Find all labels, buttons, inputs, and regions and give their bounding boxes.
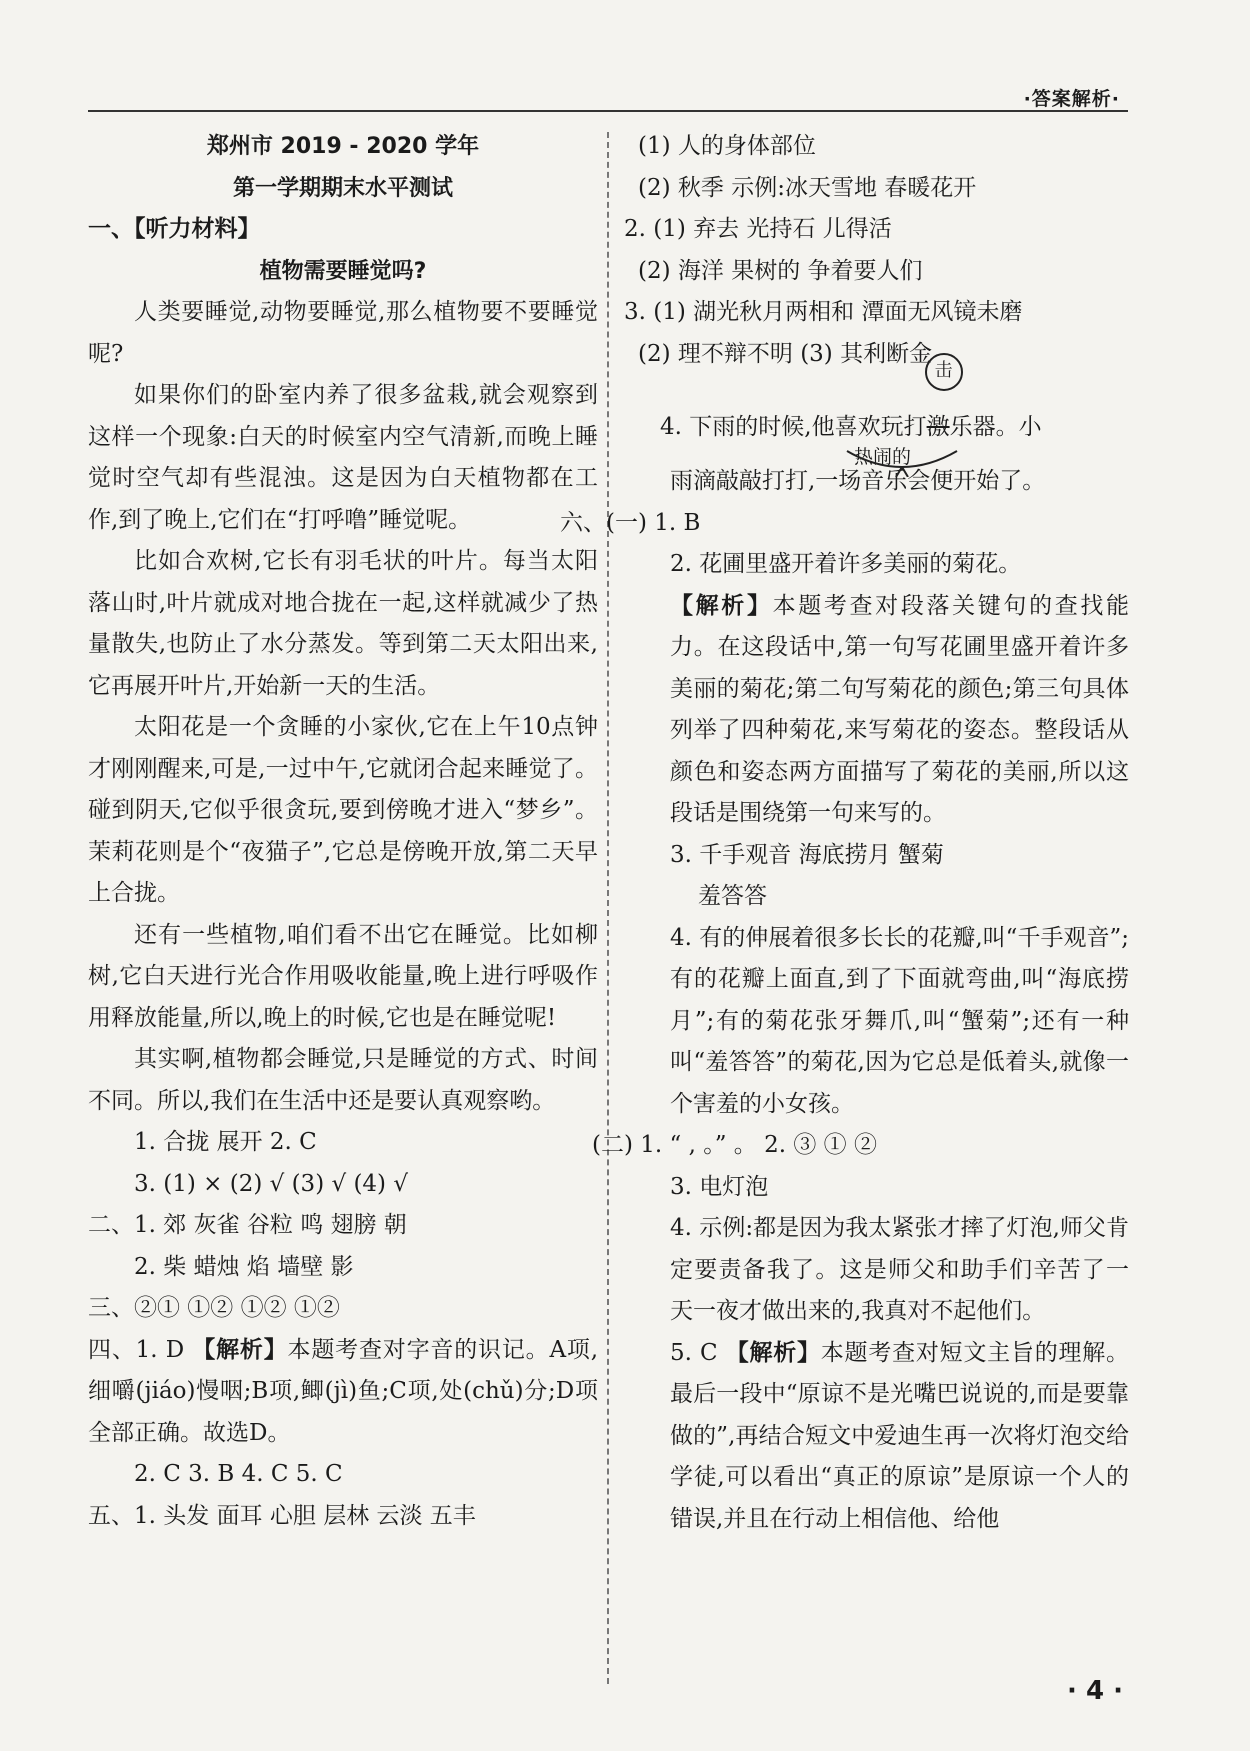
section-1-heading xyxy=(88,209,598,251)
answer-line: (2) 秋季 示例:冰天雪地 春暖花开 xyxy=(638,174,977,201)
story-paragraph-3: 比如合欢树,它长有羽毛状的叶片。每当太阳落山时,叶片就成对地合拢在一起,这样就减少了热量散失,也防止了水分蒸发。等到第二天太阳出来,它再展开叶片,开始新一天的生活。 xyxy=(88,548,598,699)
section-6-q2-analysis xyxy=(624,586,1129,835)
part-2-q3: 3. 电灯泡 xyxy=(670,1173,769,1200)
q4-text-a: 4. 下雨的时候,他喜欢玩打 xyxy=(660,414,927,440)
answer-line: 3. (1) × (2) √ (3) √ (4) √ xyxy=(134,1170,408,1197)
section-4-q1-answer: 四、1. D xyxy=(88,1336,193,1363)
answer-analysis-header: ·答案解析· xyxy=(1023,88,1120,110)
story-paragraph-4: 太阳花是一个贪睡的小家伙,它在上午10点钟才刚刚醒来,可是,一过中午,它就闭合起来睡觉了。碰到阴天,它似乎很贪玩,要到傍晚才进入“梦乡”。茉莉花则是个“夜猫子”,它总是傍晚开放,第二天早上合拢。 xyxy=(88,714,598,906)
answer-line: (2) 理不辩不明 (3) 其利断金 xyxy=(638,340,933,367)
section-6-q3: 3. 千手观音 海底捞月 蟹菊 xyxy=(670,841,944,868)
page-number: · 4 · xyxy=(1067,1676,1123,1706)
answer-line: (1) 人的身体部位 xyxy=(638,133,816,159)
right-column xyxy=(560,126,1130,1540)
part-2-q5 xyxy=(624,1333,1129,1541)
q4-struck-char: 激 xyxy=(926,414,950,440)
section-1-label: 一、 xyxy=(88,216,134,242)
section-6-q2-analysis-text: 本题考查对段落关键句的查找能力。在这段话中,第一句写花圃里盛开着许多美丽的菊花;第二句写菊花的颜色;第三句具体列举了四种菊花,来写菊花的姿态。整段话从颜色和姿态两方面描写了菊花的美丽,所以这段话是围绕第一句来写的。 xyxy=(670,592,1130,826)
part-2-q4: 4. 示例:都是因为我太紧张才摔了灯泡,师父肯定要责备我了。这是师父和助手们辛苦了一天一夜才做出来的,我真对不起他们。 xyxy=(670,1215,1129,1324)
left-column xyxy=(88,126,598,1537)
section-5-line-1: 五、1. 头发 面耳 心胆 层林 云淡 五丰 xyxy=(88,1502,476,1529)
story-paragraph-6: 其实啊,植物都会睡觉,只是睡觉的方式、时间不同。所以,我们在生活中还是要认真观察哟。 xyxy=(88,1046,598,1114)
section-4-q1 xyxy=(88,1330,598,1455)
exam-subtitle: 第一学期期末水平测试 xyxy=(232,175,453,201)
listening-material-tag: 【听力材料】 xyxy=(134,216,261,242)
answer-line: (2) 海洋 果树的 争着要人们 xyxy=(638,257,923,284)
part-2-q1: (二) 1. “ , 。” 。 2. ③ ① ② xyxy=(592,1132,877,1158)
section-6-q3-cont: 羞答答 xyxy=(698,883,767,909)
insertion-caret-icon xyxy=(842,447,962,477)
section-4-q1-analysis: 本题考查对字音的识记。A项,细嚼(jiáo)慢咽;B项,鲫(jì)鱼;C项,处(chǔ)分;D项全部正确。故选D。 xyxy=(88,1336,598,1446)
analysis-tag: 【解析】 xyxy=(670,592,773,619)
q4-insert-text: 热闹的 xyxy=(854,446,912,468)
story-paragraph-5: 还有一些植物,咱们看不出它在睡觉。比如柳树,它白天进行光合作用吸收能量,晚上进行呼吸作用释放能量,所以,晚上的时候,它也是在睡觉呢! xyxy=(88,921,598,1031)
part-2-q5-answer: 5. C xyxy=(670,1339,726,1366)
story-paragraph-1: 人类要睡觉,动物要睡觉,那么植物要不要睡觉呢? xyxy=(88,299,598,367)
section-3-line: 三、②① ①② ①② ①② xyxy=(88,1295,340,1321)
q4-text-b: 乐器。小 xyxy=(949,414,1042,440)
section-2-line-2: 2. 柴 蜡烛 焰 墙壁 影 xyxy=(134,1253,354,1280)
story-title: 植物需要睡觉吗? xyxy=(259,258,427,284)
part-2-q5-analysis: 本题考查对短文主旨的理解。最后一段中“原谅不是光嘴巴说说的,而是要靠做的”,再结合短文中爱迪生再一次将灯泡交给学徒,可以看出“真正的原谅”是原谅一个人的错误,并且在行动上相信他、给他 xyxy=(670,1339,1130,1532)
q4-correction-circle: 击 xyxy=(925,353,963,391)
header-rule xyxy=(88,110,1128,112)
section-4-answers: 2. C 3. B 4. C 5. C xyxy=(134,1461,343,1487)
correction-question-4 xyxy=(624,360,1129,468)
section-6-q2: 2. 花圃里盛开着许多美丽的菊花。 xyxy=(670,551,1022,577)
column-divider xyxy=(607,132,609,1684)
analysis-tag: 【解析】 xyxy=(192,1336,288,1363)
q4-line-2: 雨滴敲敲打打,一场音乐会便开始了。 xyxy=(670,468,1046,494)
section-6-q4: 4. 有的伸展着很多长长的花瓣,叫“千手观音”;有的花瓣上面直,到了下面就弯曲,叫“海底捞月”;有的菊花张牙舞爪,叫“蟹菊”;还有一种叫“羞答答”的菊花,因为它总是低着头,就像一个害羞的小女孩。 xyxy=(670,924,1129,1117)
section-6-line: 六、(一) 1. B xyxy=(560,509,701,536)
answer-line: 3. (1) 湖光秋月两相和 潭面无风镜未磨 xyxy=(624,299,1023,325)
exam-title: 郑州市 2019 - 2020 学年 xyxy=(206,134,480,159)
story-paragraph-2: 如果你们的卧室内养了很多盆栽,就会观察到这样一个现象:白天的时候室内空气清新,而晚上睡觉时空气却有些混浊。这是因为白天植物都在工作,到了晚上,它们在“打呼噜”睡觉呢。 xyxy=(88,382,598,533)
analysis-tag: 【解析】 xyxy=(725,1339,821,1366)
answer-line: 2. (1) 弃去 光持石 儿得活 xyxy=(624,216,892,242)
section-2-line-1: 二、1. 郊 灰雀 谷粒 鸣 翅膀 朝 xyxy=(88,1212,407,1238)
answer-line: 1. 合拢 展开 2. C xyxy=(134,1129,317,1155)
